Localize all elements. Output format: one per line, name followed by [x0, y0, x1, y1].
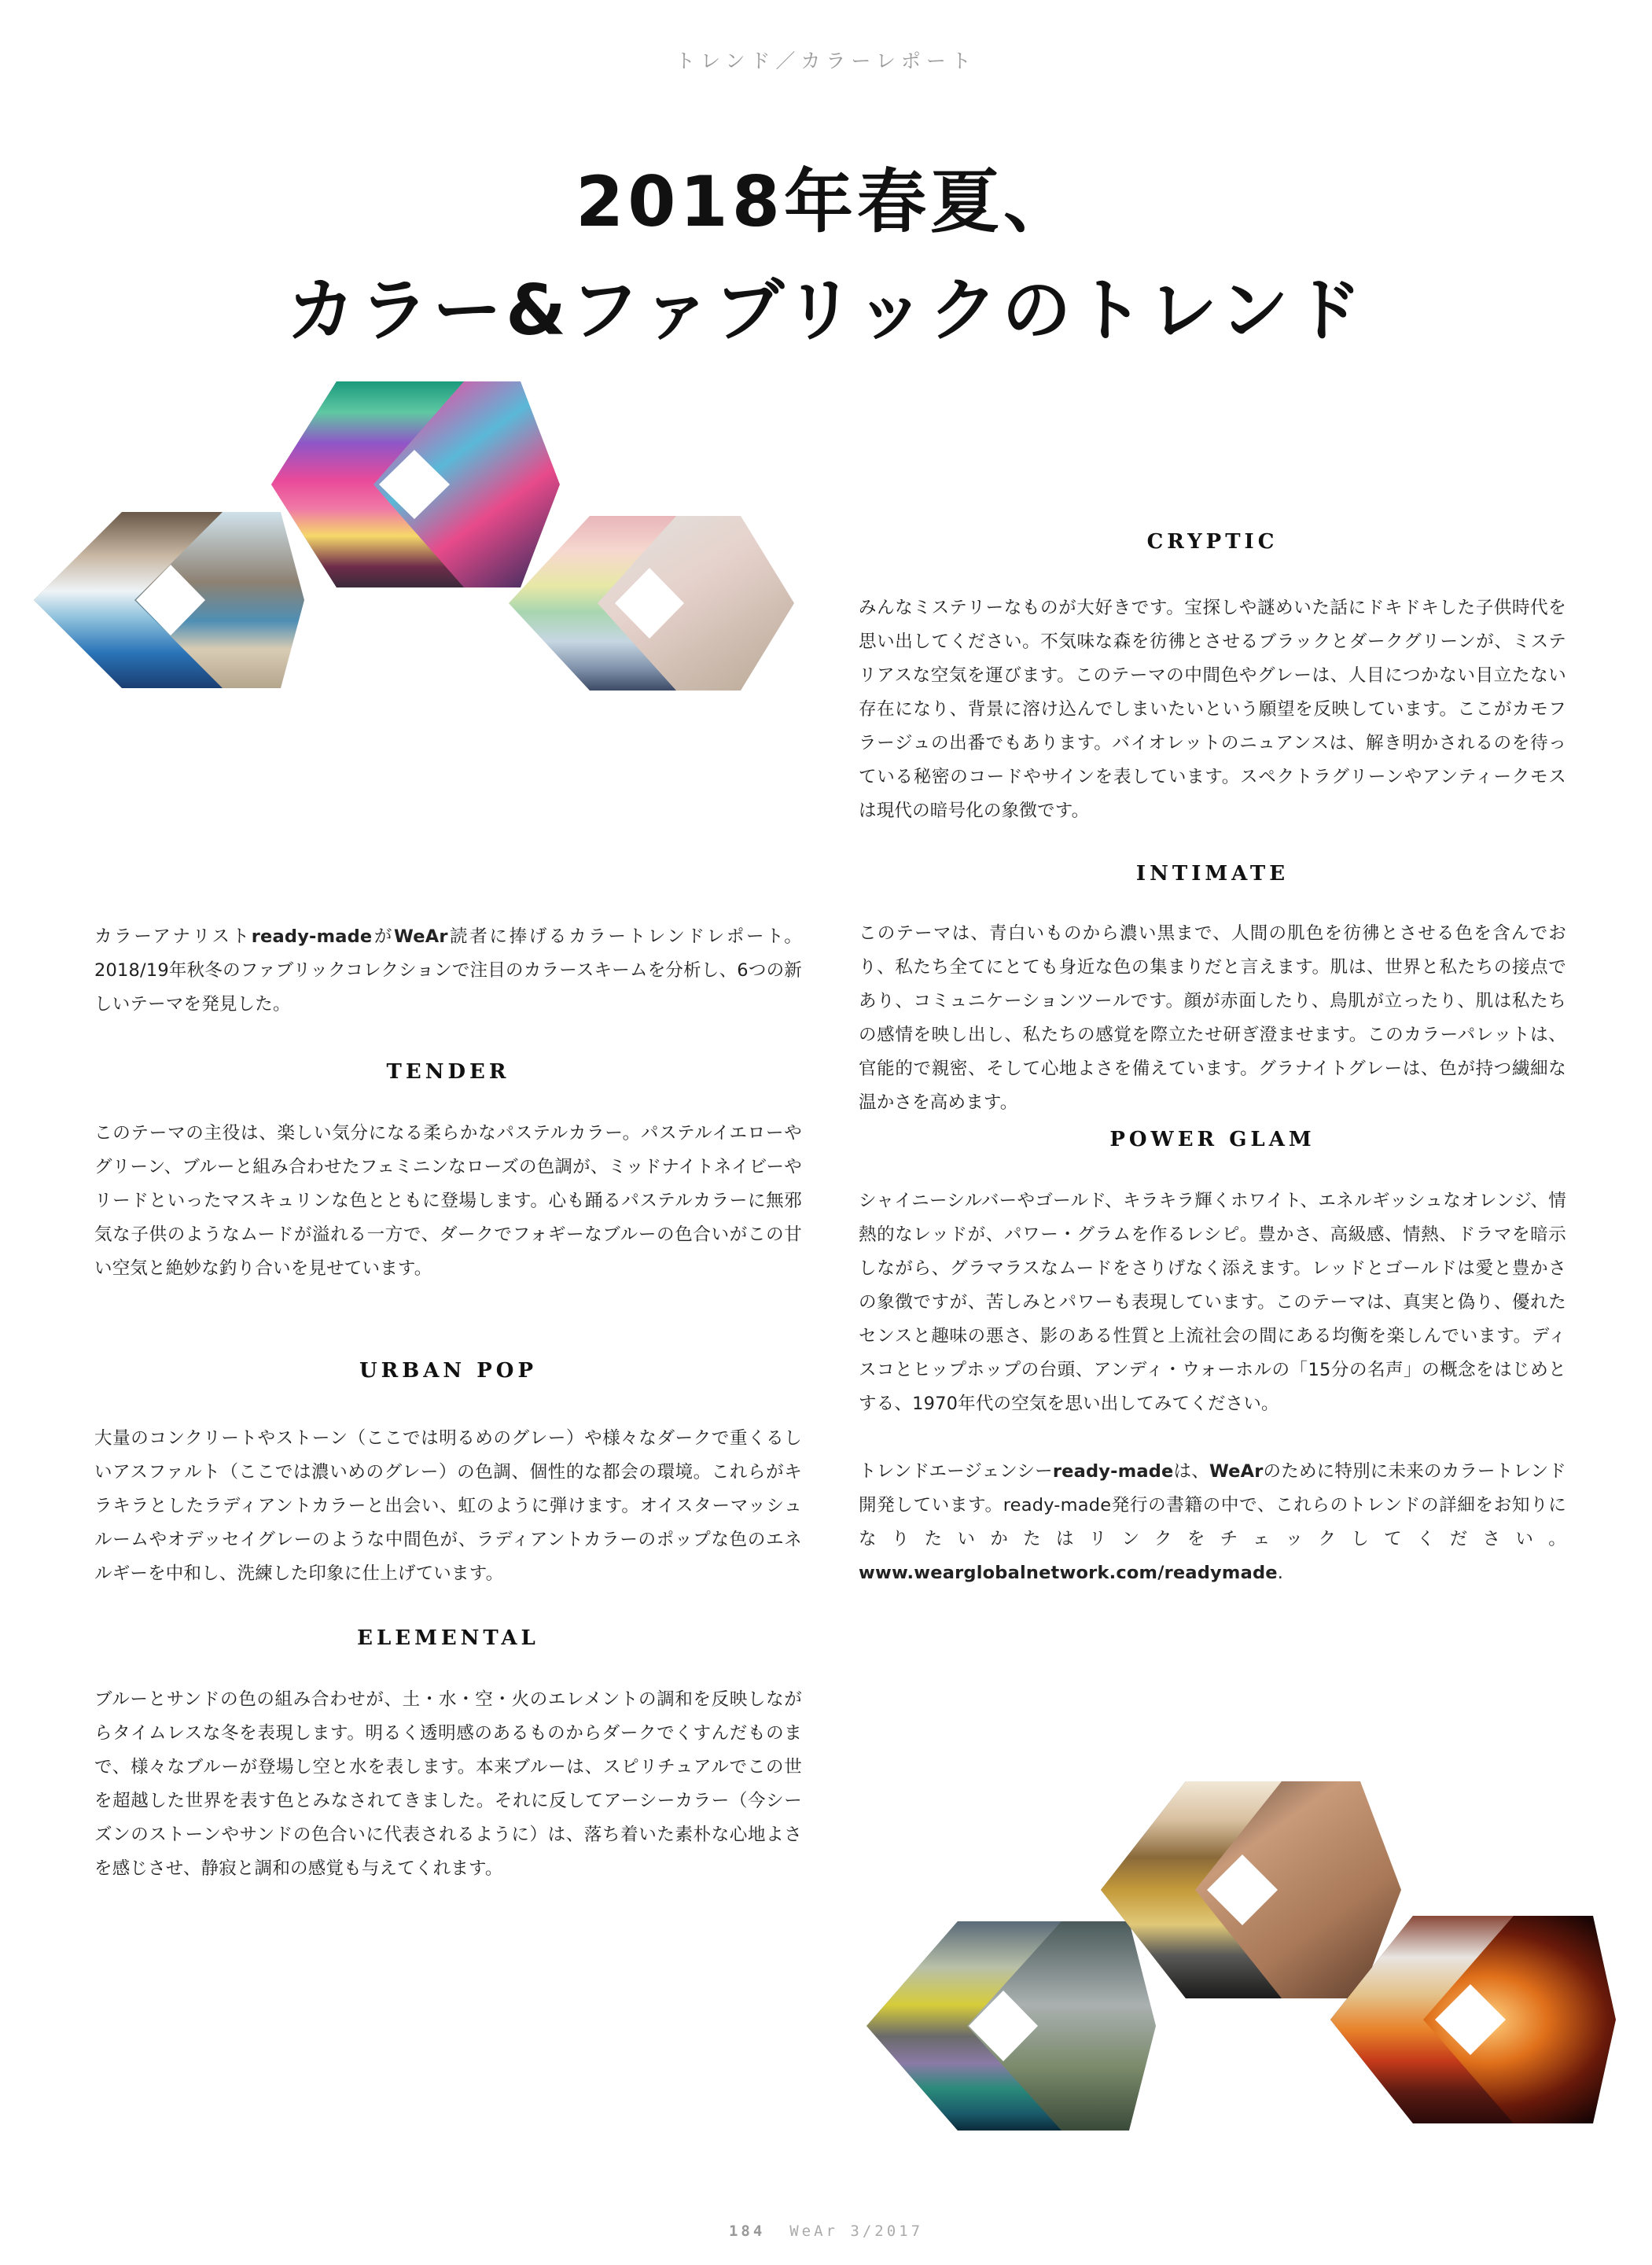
paragraph-cryptic: みんなミステリーなものが大好きです。宝探しや謎めいた話にドキドキした子供時代を思い出してください。不気味な森を彷彿とさせるブラックとダークグリーンが、ミステリアスな空気を運びます。このテーマの中間色やグレーは、人目につかない目立たない存在になり、背景に溶け込んでしまいたいという願望を反映しています。ここがカモフラージュの出番でもあります。バイオレットのニュアンスは、解き明かされるのを待っている秘密のコードやサインを表しています。スペクトラグリーンやアンティークモスは現代の暗号化の象徴です。: [859, 598, 1566, 821]
heading-intimate: INTIMATE: [1135, 862, 1290, 886]
agency-link[interactable]: www.wearglobalnetwork.com/readymade: [859, 1563, 1278, 1583]
intro-paragraph: [94, 920, 802, 1022]
agency-text-a: トレンドエージェンシー: [859, 1461, 1053, 1482]
intro-brand-wear: WeAr: [394, 926, 448, 947]
paragraph-power-glam: シャイニーシルバーやゴールド、キラキラ輝くホワイト、エネルギッシュなオレンジ、情熱的なレッドが、パワー・グラムを作るレシピ。豊かさ、高級感、情熱、ドラマを暗示しながら、グラマラスなムードをさりげなく添えます。レッドとゴールドは愛と豊かさの象徴ですが、苦しみとパワーも表現しています。このテーマは、真実と偽り、優れたセンスと趣味の悪さ、影のある性質と上流社会の間にある均衡を楽しんでいます。ディスコとヒップホップの台頭、アンディ・ウォーホルの「15分の名声」の概念をはじめとする、1970年代の空気を思い出してみてください。: [859, 1191, 1566, 1414]
intro-text-a: カラーアナリスト: [94, 926, 252, 947]
intro-text-c: 読者に捧げるカラートレンドレポート。2018/19年秋冬のファブリックコレクションで注目のカラースキームを分析し、6つの新しいテーマを発見した。: [94, 926, 803, 1015]
page-folio: [0, 2223, 1652, 2240]
agency-brand-wear: WeAr: [1209, 1461, 1264, 1482]
paragraph-urban-pop: 大量のコンクリートやストーン（ここでは明るめのグレー）や様々なダークで重くるしいアスファルト（ここでは濃いめのグレー）の色調、個性的な都会の環境。これらがキラキラとしたラディアントカラーと出会い、虹のように弾けます。オイスターマッシュルームやオデッセイグレーのような中間色が、ラディアントカラーのポップな色のエネルギーを中和し、洗練した印象に仕上げています。: [94, 1428, 802, 1584]
agency-text-c: のために特別に未来のカラートレンド開発しています。ready-made発行の書籍の中で、これらのトレンドの詳細をお知りになりたいかたはリンクをチェックしてください。: [859, 1461, 1566, 1549]
page-title: [0, 148, 1652, 365]
heading-elemental: ELEMENTAL: [357, 1626, 539, 1650]
intro-text-b: が: [372, 926, 395, 947]
heading-power-glam: POWER GLAM: [1109, 1128, 1315, 1151]
paragraph-elemental: ブルーとサンドの色の組み合わせが、土・水・空・火のエレメントの調和を反映しながらタイムレスな冬を表現します。明るく透明感のあるものからダークでくすんだものまで、様々なブルーが登場し空と水を表します。本来ブルーは、スピリチュアルでこの世を超越した世界を表す色とみなされてきました。それに反してアーシーカラー（今シーズンのストーンやサンドの色合いに代表されるように）は、落ち着いた素朴な心地よさを感じさせ、静寂と調和の感覚も与えてくれます。: [94, 1689, 802, 1879]
title-line-1: 2018年春夏、: [576, 161, 1076, 242]
agency-text-d: .: [1277, 1563, 1284, 1583]
intro-brand-readymade: ready-made: [251, 926, 373, 947]
page-number: 184: [728, 2223, 766, 2240]
magazine-issue: WeAr 3/2017: [789, 2223, 924, 2240]
bottom-gem-cluster: [849, 1770, 1635, 2178]
agency-text-b: は、: [1173, 1461, 1209, 1482]
heading-tender: TENDER: [386, 1060, 510, 1084]
paragraph-intimate: このテーマは、青白いものから濃い黒まで、人間の肌色を彷彿とさせる色を含んでおり、私たち全てにとても身近な色の集まりだと言えます。肌は、世界と私たちの接点であり、コミュニケーションツールです。顔が赤面したり、鳥肌が立ったり、肌は私たちの感情を映し出し、私たちの感覚を際立たせ研ぎ澄ませます。このカラーパレットは、官能的で親密、そして心地よさを備えています。グラナイトグレーは、色が持つ繊細な温かさを高めます。: [859, 923, 1566, 1113]
paragraph-tender: このテーマの主役は、楽しい気分になる柔らかなパステルカラー。パステルイエローやグリーン、ブルーと組み合わせたフェミニンなローズの色調が、ミッドナイトネイビーやリードといったマスキュリンな色とともに登場します。心も踊るパステルカラーに無邪気な子供のようなムードが溢れる一方で、ダークでフォギーなブルーの色合いがこの甘い空気と絶妙な釣り合いを見せています。: [94, 1123, 802, 1279]
title-line-2: カラー&ファブリックのトレンド: [286, 270, 1366, 351]
heading-urban-pop: URBAN POP: [359, 1359, 537, 1383]
agency-brand-readymade: ready-made: [1052, 1461, 1174, 1482]
section-label: トレンド／カラーレポート: [675, 50, 977, 72]
agency-paragraph: [859, 1455, 1566, 1590]
top-gem-cluster: [0, 370, 818, 739]
heading-cryptic: CRYPTIC: [1146, 530, 1279, 554]
